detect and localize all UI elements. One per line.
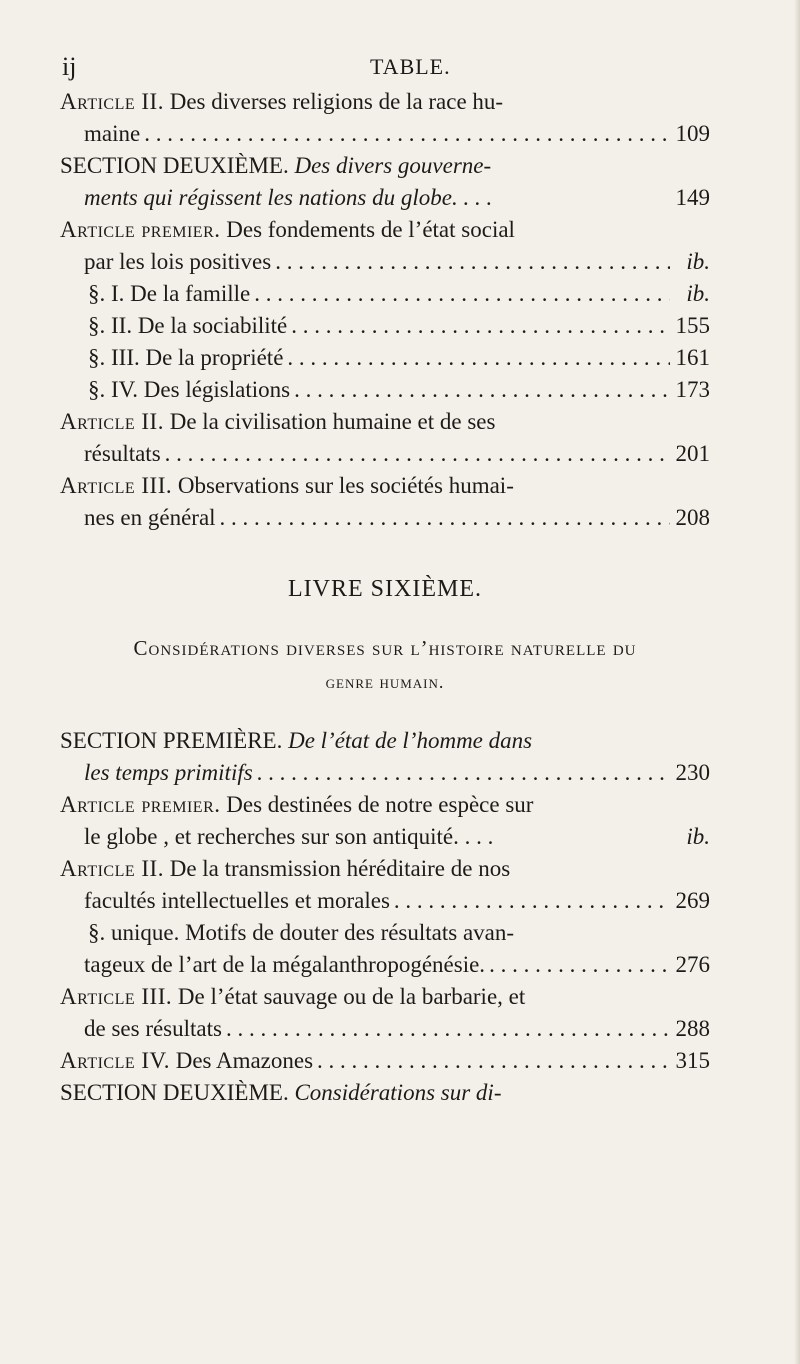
page-header (60, 52, 710, 86)
toc-entry-text: facultés intellectuelles et morales (84, 888, 390, 913)
toc-entry (60, 1077, 710, 1109)
toc-entry (60, 374, 710, 406)
leader-dots (390, 885, 670, 917)
toc-entry-text: §. II. De la sociabilité (88, 313, 288, 338)
toc-entry-text: tageux de l’art de la mégalanthropogénésie. (84, 952, 486, 977)
book-subtitle-line-2: genre humain. (325, 672, 445, 692)
table-of-contents-part-1 (60, 86, 710, 534)
toc-page-number: 276 (675, 952, 710, 977)
leader-dots (253, 757, 670, 789)
page-edge-shadow (794, 0, 800, 1364)
toc-entry (60, 470, 710, 534)
toc-entry-text: de ses résultats (84, 1016, 222, 1041)
toc-entry-text: maine (84, 121, 141, 146)
toc-entry (60, 853, 710, 917)
toc-page-number: 230 (675, 760, 710, 785)
toc-entry-text: Article III. De l’état sauvage ou de la barbarie, et (60, 984, 526, 1009)
toc-entry (60, 342, 710, 374)
toc-entry (60, 278, 710, 310)
toc-entry (60, 917, 710, 981)
toc-page-number: 109 (675, 121, 710, 146)
page-number: ij (62, 52, 77, 81)
toc-entry (60, 310, 710, 342)
toc-entry-text: Article III. Observations sur les sociétés humai- (60, 473, 514, 498)
toc-entry-text: par les lois positives (84, 249, 272, 274)
toc-entry-text: §. I. De la famille (88, 281, 251, 306)
leader-dots (283, 342, 670, 374)
toc-page-number: 315 (675, 1048, 710, 1073)
toc-entry (60, 150, 710, 214)
toc-entry (60, 406, 710, 470)
toc-entry-text: le globe , et recherches sur son antiquité. . . . (84, 824, 494, 849)
toc-entry-text: SECTION DEUXIÈME. Des divers gouverne- (60, 153, 492, 178)
toc-entry (60, 1045, 710, 1077)
toc-entry (60, 214, 710, 278)
leader-dots (161, 438, 670, 470)
toc-entry-text: Article IV. Des Amazones (60, 1048, 314, 1073)
toc-entry-text: les temps primitifs (84, 760, 253, 785)
toc-entry-text: SECTION PREMIÈRE. De l’état de l’homme dans (60, 728, 533, 753)
toc-page-number: 161 (675, 345, 710, 370)
toc-page-number: ib. (686, 824, 710, 849)
toc-entry-text: §. III. De la propriété (88, 345, 284, 370)
toc-page-number: 208 (675, 505, 710, 530)
toc-entry-text: §. unique. Motifs de douter des résultats avan- (88, 920, 515, 945)
toc-entry (60, 981, 710, 1045)
toc-page-number: 201 (675, 441, 710, 466)
toc-entry-text: Article premier. Des destinées de notre espèce sur (60, 792, 534, 817)
table-of-contents-part-2 (60, 725, 710, 1109)
toc-entry (60, 789, 710, 853)
leader-dots (313, 1045, 670, 1077)
leader-dots (271, 246, 670, 278)
leader-dots (140, 118, 670, 150)
toc-entry (60, 86, 710, 150)
toc-page-number: ib. (686, 249, 710, 274)
leader-dots (222, 1013, 670, 1045)
toc-entry-text: §. IV. Des législations (88, 377, 291, 402)
toc-page-number: ib. (686, 281, 710, 306)
book-page (60, 52, 710, 1109)
toc-entry-text: Article II. Des diverses religions de la race hu- (60, 89, 504, 114)
leader-dots (250, 278, 670, 310)
leader-dots (216, 502, 670, 534)
toc-entry-text: Article II. De la transmission héréditaire de nos (60, 856, 511, 881)
leader-dots (287, 310, 670, 342)
leader-dots (485, 949, 670, 981)
book-subtitle (60, 631, 710, 699)
toc-entry-text: Article II. De la civilisation humaine et de ses (60, 409, 496, 434)
running-title: TABLE. (370, 54, 451, 79)
toc-page-number: 155 (675, 313, 710, 338)
toc-page-number: 149 (675, 185, 710, 210)
toc-entry-text: nes en général (84, 505, 216, 530)
toc-page-number: 288 (675, 1016, 710, 1041)
toc-page-number: 173 (675, 377, 710, 402)
toc-entry-text: résultats (84, 441, 161, 466)
toc-entry-text: SECTION DEUXIÈME. Considérations sur di- (60, 1080, 502, 1105)
toc-entry-text: Article premier. Des fondements de l’état social (60, 217, 515, 242)
leader-dots (290, 374, 670, 406)
toc-entry (60, 725, 710, 789)
toc-page-number: 269 (675, 888, 710, 913)
book-subtitle-line-1: Considérations diverses sur l’histoire naturelle du (133, 636, 637, 660)
book-title: LIVRE SIXIÈME. (288, 576, 482, 602)
toc-entry-text: ments qui régissent les nations du globe. . . . (84, 185, 493, 210)
